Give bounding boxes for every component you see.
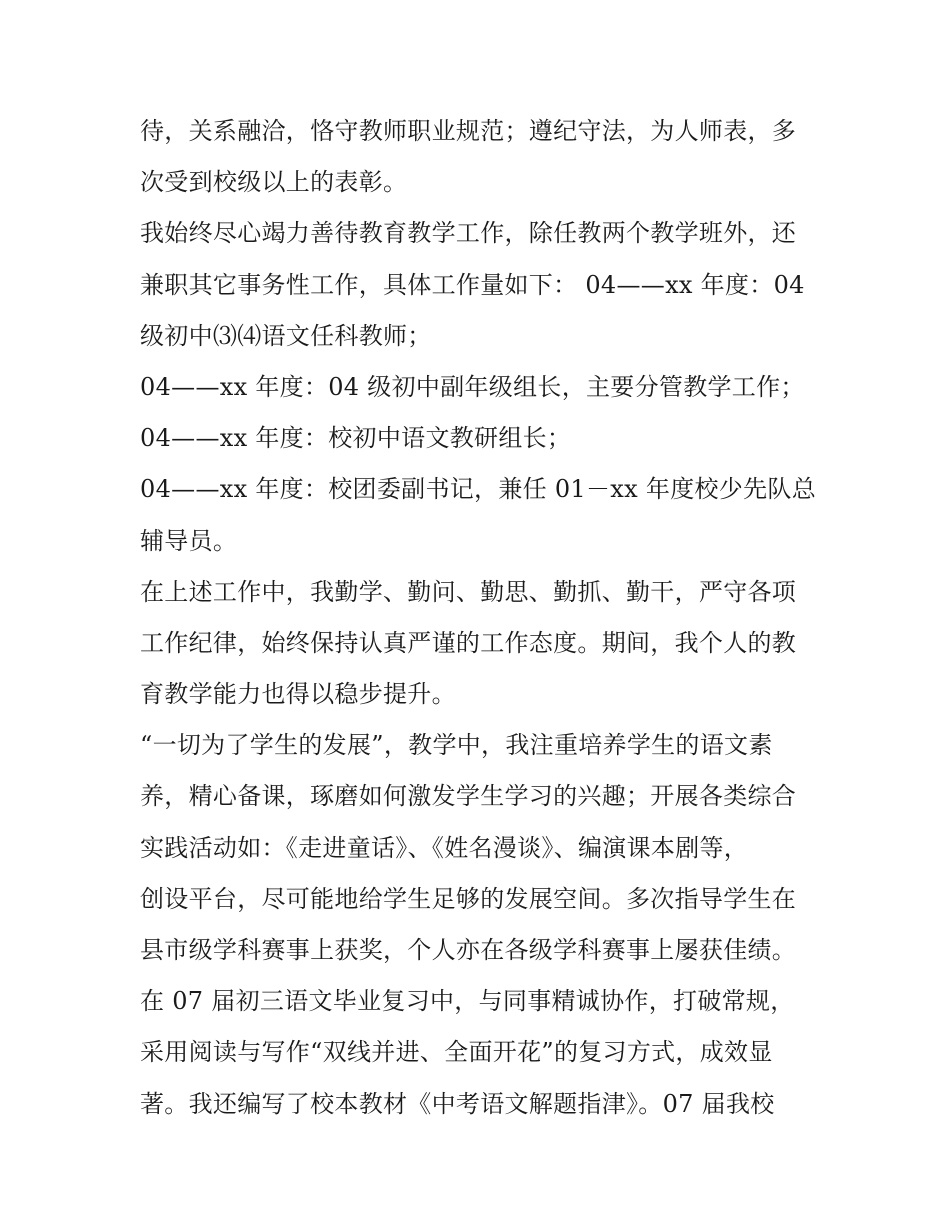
text-line: 实践活动如：《走进童话》、《姓名漫谈》、编演课本剧等，	[140, 833, 749, 862]
text-line: 兼职其它事务性工作，具体工作量如下： 04——xx 年度：04	[140, 270, 805, 299]
text-line: 在上述工作中，我勤学、勤问、勤思、勤抓、勤干，严守各项	[140, 577, 797, 606]
text-line: 采用阅读与写作“双线并进、全面开花”的复习方式，成效显	[140, 1038, 773, 1067]
text-line: 工作纪律，始终保持认真严谨的工作态度。期间，我个人的教	[140, 628, 797, 657]
text-line: 在 07 届初三语文毕业复习中，与同事精诚协作，打破常规，	[140, 987, 795, 1016]
text-line: 著。我还编写了校本教材《中考语文解题指津》。07 届我校	[140, 1089, 775, 1118]
text-line: 级初中⑶⑷语文任科教师；	[140, 321, 432, 350]
text-line: 辅导员。	[140, 526, 238, 555]
text-line: 育教学能力也得以稳步提升。	[140, 680, 456, 709]
text-line: 04——xx 年度：04 级初中副年级组长，主要分管教学工作；	[140, 372, 805, 401]
text-line: 创设平台，尽可能地给学生足够的发展空间。多次指导学生在	[140, 884, 797, 913]
text-line: “一切为了学生的发展”，教学中，我注重培养学生的语文素	[140, 731, 773, 760]
text-line: 养，精心备课，琢磨如何激发学生学习的兴趣；开展各类综合	[140, 782, 797, 811]
text-line: 我始终尽心竭力善待教育教学工作，除任教两个教学班外，还	[140, 219, 797, 248]
text-line: 待，关系融洽，恪守教师职业规范；遵纪守法，为人师表，多	[140, 117, 797, 145]
text-line: 县市级学科赛事上获奖，个人亦在各级学科赛事上屡获佳绩。	[140, 936, 797, 964]
text-line: 次受到校级以上的表彰。	[140, 168, 408, 197]
text-line: 04——xx 年度：校团委副书记，兼任 01－xx 年度校少先队总	[140, 475, 817, 504]
document-body-text	[140, 106, 820, 1130]
text-line: 04——xx 年度：校初中语文教研组长；	[140, 424, 572, 453]
